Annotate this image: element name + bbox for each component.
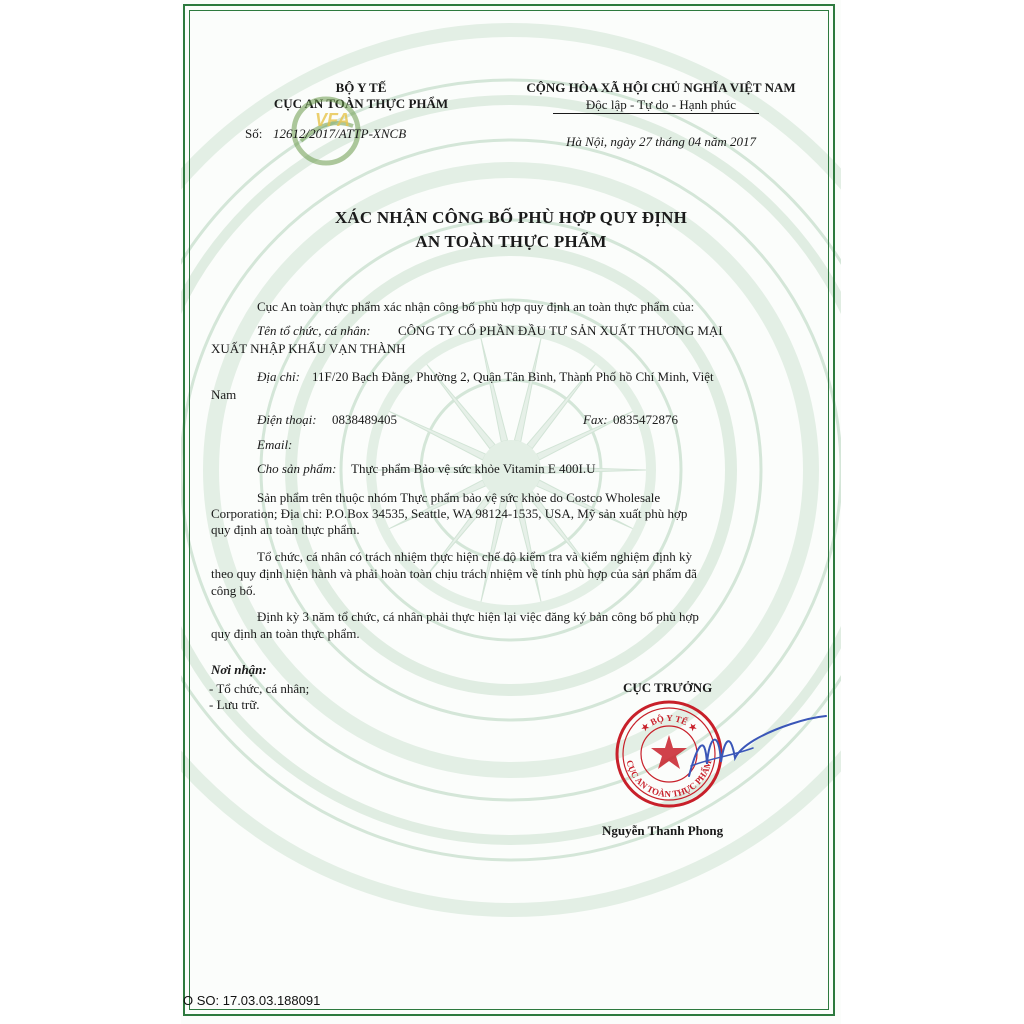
svg-text:VFA: VFA: [315, 110, 351, 130]
responsibility-paragraph-line2: theo quy định hiện hành và phải hoàn toàn chịu trách nhiệm về tính phù hợp của sản phẩm đã: [211, 566, 697, 581]
organization-name-line2: XUẤT NHẬP KHẨU VẠN THÀNH: [211, 341, 406, 356]
period-paragraph-line2: quy định an toàn thực phẩm.: [211, 626, 360, 641]
period-paragraph-line1: Định kỳ 3 năm tổ chức, cá nhân phải thực hiện lại việc đăng ký bản công bố phù hợp: [257, 609, 699, 624]
organization-name-line1: CÔNG TY CỔ PHẦN ĐẦU TƯ SẢN XUẤT THƯƠNG MẠI: [398, 323, 723, 338]
fax-label: Fax:: [583, 412, 608, 427]
document-number-label: Số:: [245, 126, 263, 141]
national-motto: Độc lập - Tự do - Hạnh phúc: [585, 97, 737, 112]
product-name: Thực phẩm Bảo vệ sức khỏe Vitamin E 400I.U: [351, 461, 596, 476]
country-name: CỘNG HÒA XÃ HỘI CHỦ NGHĨA VIỆT NAM: [526, 80, 796, 95]
certificate-document: [181, 0, 841, 1024]
document-title-line1: XÁC NHẬN CÔNG BỐ PHÙ HỢP QUY ĐỊNH: [334, 208, 688, 227]
handwritten-signature-icon: [661, 706, 831, 786]
responsibility-paragraph-line3: công bố.: [211, 583, 256, 598]
phone-number: 0838489405: [332, 412, 397, 427]
responsibility-paragraph-line1: Tổ chức, cá nhân có trách nhiệm thực hiện chế độ kiểm tra và kiểm nghiệm định kỳ: [257, 549, 693, 564]
recipients-label: Nơi nhận:: [211, 662, 267, 677]
svg-text:CỤC AN TOÀN THỰC PHẨM: CỤC AN TOÀN THỰC PHẨM: [624, 758, 714, 800]
organization-label: Tên tổ chức, cá nhân:: [257, 323, 371, 338]
recipient-item-1: - Tổ chức, cá nhân;: [209, 681, 310, 696]
address-line1: 11F/20 Bạch Đằng, Phường 2, Quận Tân Bình, Thành Phố hồ Chí Minh, Việt: [312, 369, 714, 384]
product-label: Cho sản phẩm:: [257, 461, 337, 476]
footer-reference-code: O SO: 17.03.03.188091: [183, 993, 321, 1008]
svg-text:★ BỘ Y TẾ ★: ★ BỘ Y TẾ ★: [638, 712, 700, 734]
recipient-item-2: - Lưu trữ.: [209, 697, 260, 712]
fax-number: 0835472876: [613, 412, 678, 427]
department-name: CỤC AN TOÀN THỰC PHẨM: [273, 96, 449, 111]
intro-text: Cục An toàn thực phẩm xác nhận công bố phù hợp quy định an toàn thực phẩm của:: [257, 299, 695, 314]
manufacturer-paragraph-line3: quy định an toàn thực phẩm.: [211, 522, 360, 537]
signer-title: CỤC TRƯỞNG: [623, 680, 713, 695]
document-title-line2: AN TOÀN THỰC PHẨM: [415, 232, 607, 251]
document-number: 12612/2017/ATTP-XNCB: [273, 126, 407, 141]
motto-underline: [553, 113, 759, 114]
email-label: Email:: [257, 437, 293, 452]
address-line2: Nam: [211, 387, 237, 402]
signer-name: Nguyễn Thanh Phong: [602, 823, 724, 838]
phone-label: Điện thoại:: [257, 412, 317, 427]
address-label: Địa chỉ:: [257, 369, 300, 384]
manufacturer-paragraph-line1: Sản phẩm trên thuộc nhóm Thực phẩm bảo vệ sức khỏe do Costco Wholesale: [257, 490, 661, 505]
place-and-date: Hà Nội, ngày 27 tháng 04 năm 2017: [566, 134, 756, 149]
manufacturer-paragraph-line2: Corporation; Địa chỉ: P.O.Box 34535, Seattle, WA 98124-1535, USA, Mỹ sản xuất phù hợp: [211, 506, 688, 521]
ministry-name: BỘ Y TẾ: [335, 80, 387, 95]
